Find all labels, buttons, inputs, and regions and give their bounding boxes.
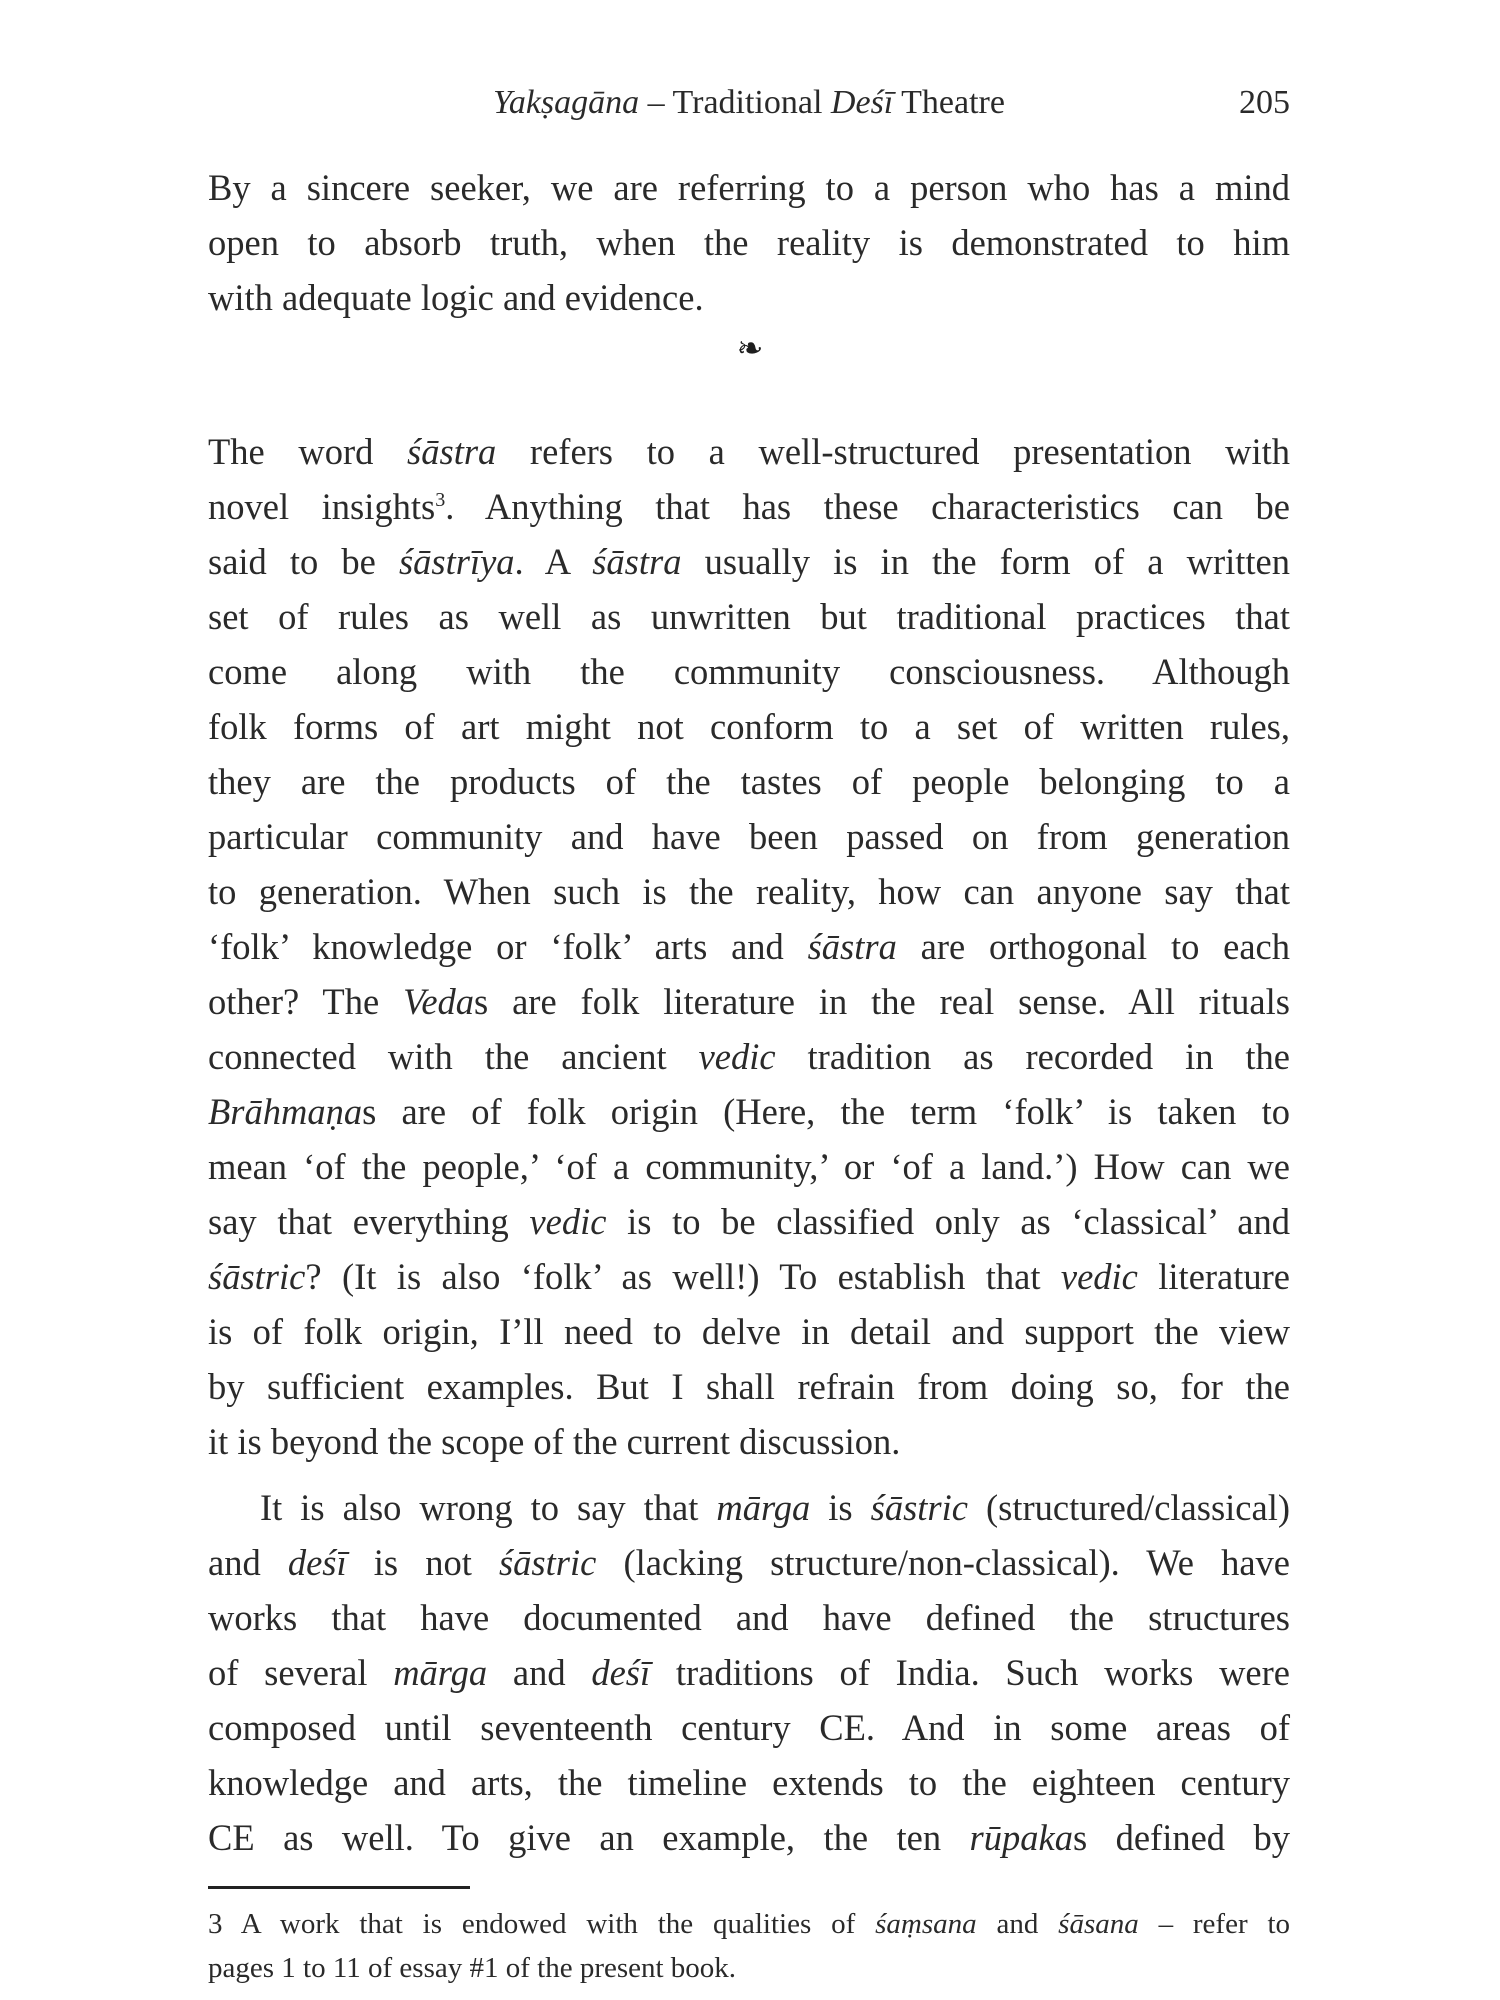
footnote-reference[interactable]: 3 <box>435 488 446 511</box>
text-line: with adequate logic and evidence. <box>208 277 704 318</box>
text-line: Brāhmaṇas are of folk origin (Here, the term ‘folk’ is taken to <box>208 1091 1290 1132</box>
text-line: say that everything vedic is to be classified only as ‘classical’ and <box>208 1201 1290 1242</box>
footnote-line: pages 1 to 11 of essay #1 of the present book. <box>208 1952 737 1984</box>
text-line: they are the products of the tastes of people belonging to a <box>208 761 1290 802</box>
page-number: 205 <box>1239 84 1290 121</box>
running-head-title: Yakṣagāna – Traditional Deśī Theatre <box>493 84 1005 121</box>
text-line: folk forms of art might not conform to a set of written rules, <box>208 706 1290 747</box>
text-line: connected with the ancient vedic tradition as recorded in the <box>208 1036 1290 1077</box>
text-line: composed until seventeenth century CE. And in some areas of <box>208 1707 1290 1748</box>
text-line: and deśī is not śāstric (lacking structure/non-classical). We have <box>208 1542 1291 1583</box>
text-line: By a sincere seeker, we are referring to a person who has a mind <box>208 167 1290 208</box>
text-line: of several mārga and deśī traditions of India. Such works were <box>208 1652 1290 1693</box>
text-line: it is beyond the scope of the current discussion. <box>208 1421 901 1462</box>
text-line: ‘folk’ knowledge or ‘folk’ arts and śāstra are orthogonal to each <box>208 926 1290 967</box>
paragraph-3 <box>208 1480 1290 1865</box>
footnote-divider <box>208 1886 470 1889</box>
running-head <box>208 78 1290 128</box>
text-line: particular community and have been passed on from generation <box>208 816 1290 857</box>
text-line: novel insights$^3$. Anything that has these characteristics can be <box>208 486 1290 527</box>
text-line: mean ‘of the people,’ ‘of a community,’ or ‘of a land.’) How can we <box>208 1146 1290 1187</box>
text-line: knowledge and arts, the timeline extends to the eighteen century <box>208 1762 1290 1803</box>
text-line: is of folk origin, I’ll need to delve in detail and support the view <box>208 1311 1290 1352</box>
text-line: come along with the community consciousness. Although <box>208 651 1290 692</box>
text-line: by sufficient examples. But I shall refrain from doing so, for the <box>208 1366 1290 1407</box>
text-line: CE as well. To give an example, the ten rūpakas defined by <box>208 1817 1290 1858</box>
section-ornament-icon: ❧ <box>736 330 764 366</box>
paragraph-1 <box>208 160 1290 325</box>
text-line: to generation. When such is the reality, how can anyone say that <box>208 871 1290 912</box>
footnote <box>208 1902 1290 1990</box>
text-line: works that have documented and have defined the structures <box>208 1597 1290 1638</box>
paragraph-2 <box>208 424 1290 1469</box>
text-line: The word śāstra refers to a well-structured presentation with <box>208 431 1290 472</box>
text-line: said to be śāstrīya. A śāstra usually is in the form of a written <box>208 541 1290 582</box>
text-line: set of rules as well as unwritten but traditional practices that <box>208 596 1290 637</box>
text-line: It is also wrong to say that mārga is śāstric (structured/classical) <box>260 1487 1290 1528</box>
text-line: śāstric? (It is also ‘folk’ as well!) To establish that vedic literature <box>208 1256 1290 1297</box>
footnote-line: 3 A work that is endowed with the qualities of śaṃsana and śāsana – refer to <box>208 1908 1291 1940</box>
text-line: open to absorb truth, when the reality is demonstrated to him <box>208 222 1290 263</box>
text-line: other? The Vedas are folk literature in the real sense. All rituals <box>208 981 1290 1022</box>
